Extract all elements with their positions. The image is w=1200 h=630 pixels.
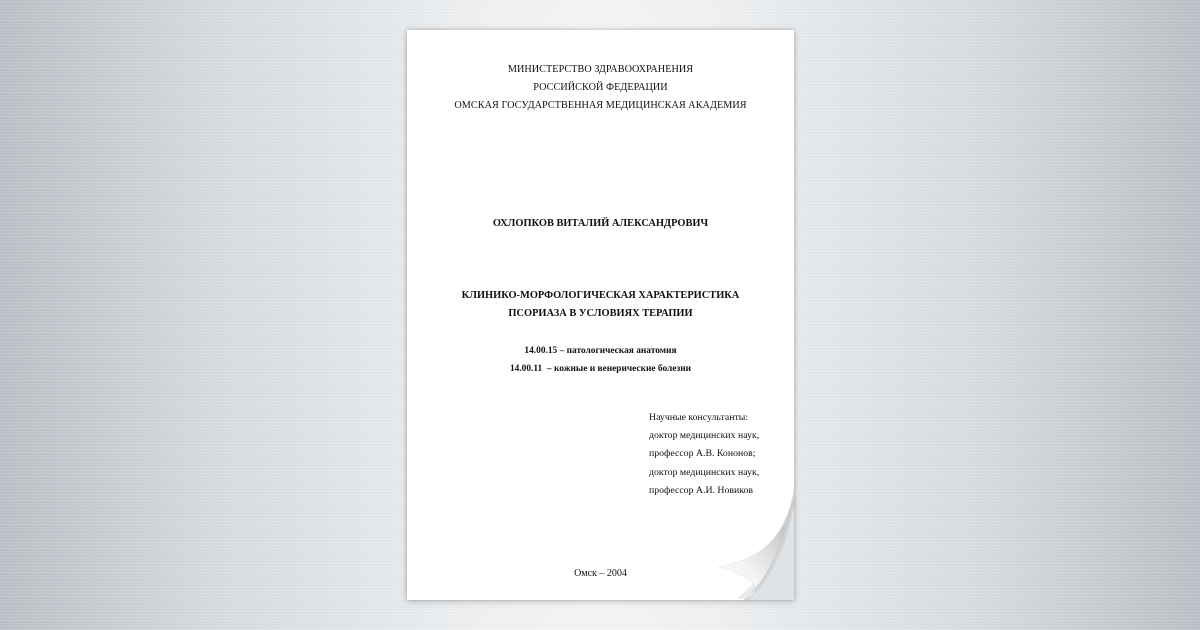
- scientific-consultants: [649, 409, 759, 500]
- institution-header: [407, 61, 794, 115]
- consultant-line: профессор А.И. Новиков: [649, 484, 754, 496]
- consultants-heading: Научные консультанты:: [649, 412, 749, 423]
- consultant-line: доктор медицинских наук,: [649, 430, 760, 442]
- specialty-codes: [407, 342, 794, 378]
- author-name: ОХЛОПКОВ ВИТАЛИЙ АЛЕКСАНДРОВИЧ: [492, 218, 709, 229]
- institution-line: РОССИЙСКОЙ ФЕДЕРАЦИИ: [533, 82, 668, 93]
- title-line: КЛИНИКО-МОРФОЛОГИЧЕСКАЯ ХАРАКТЕРИСТИКА: [461, 290, 740, 301]
- specialty-line: 14.00.15 – патологическая анатомия: [524, 346, 677, 356]
- institution-line: ОМСКАЯ ГОСУДАРСТВЕННАЯ МЕДИЦИНСКАЯ АКАДЕМИЯ: [454, 100, 747, 111]
- page-curl: [714, 490, 794, 600]
- consultant-line: профессор А.В. Кононов;: [649, 448, 756, 460]
- institution-line: МИНИСТЕРСТВО ЗДРАВООХРАНЕНИЯ: [507, 64, 694, 75]
- dissertation-title: [407, 287, 794, 323]
- document-page: [407, 30, 794, 600]
- city-year: Омск – 2004: [574, 568, 627, 579]
- consultant-line: доктор медицинских наук,: [649, 466, 760, 478]
- title-line: ПСОРИАЗА В УСЛОВИЯХ ТЕРАПИИ: [508, 308, 693, 319]
- specialty-line: 14.00.11 – кожные и венерические болезни: [509, 364, 692, 374]
